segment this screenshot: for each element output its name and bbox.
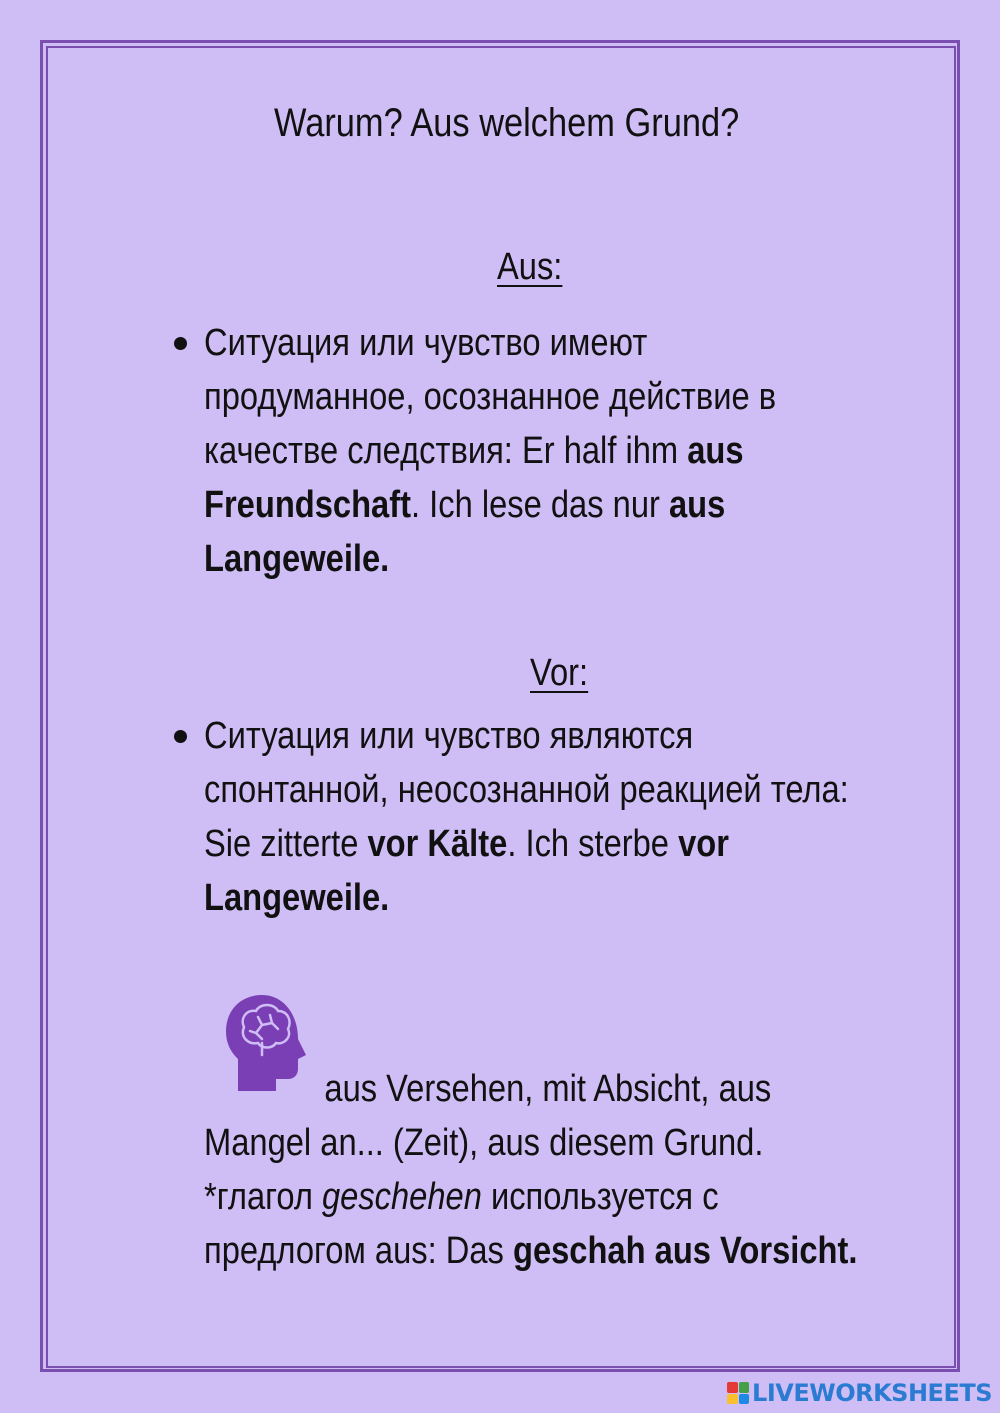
bullet-vor — [174, 730, 187, 743]
heading-aus: Aus: — [497, 246, 563, 288]
text-line: Ситуация или чувство являются — [204, 715, 694, 757]
paragraph-vor — [204, 709, 849, 925]
liveworksheets-logo — [727, 1377, 992, 1409]
bullet-aus — [174, 337, 187, 350]
text-line: Freundschaft. Ich lese das nur aus — [204, 484, 726, 526]
text-line: Ситуация или чувство имеют — [204, 322, 648, 364]
heading-vor: Vor: — [530, 652, 589, 694]
text-line: спонтанной, неосознанной реакцией тела: — [204, 769, 849, 811]
page-title: Warum? Aus welchem Grund? — [274, 101, 740, 145]
logo-text: LIVEWORKSHEETS — [752, 1379, 992, 1407]
text-line: качестве следствия: Er half ihm aus — [204, 430, 744, 472]
paragraph-aus — [204, 316, 776, 586]
text-line: Mangel an... (Zeit), aus diesem Grund. — [204, 1122, 764, 1164]
note-paragraph — [204, 1062, 857, 1278]
logo-mark-icon — [727, 1382, 749, 1404]
text-line: продуманное, осознанное действие в — [204, 376, 777, 418]
text-line: предлогом aus: Das geschah aus Vorsicht. — [204, 1230, 858, 1272]
text-line: Sie zitterte vor Kälte. Ich sterbe vor — [204, 823, 729, 865]
text-line: Langeweile. — [204, 538, 390, 580]
text-line: *глагол geschehen используется с — [204, 1176, 719, 1218]
text-line: aus Versehen, mit Absicht, aus — [324, 1068, 772, 1110]
text-line: Langeweile. — [204, 877, 390, 919]
